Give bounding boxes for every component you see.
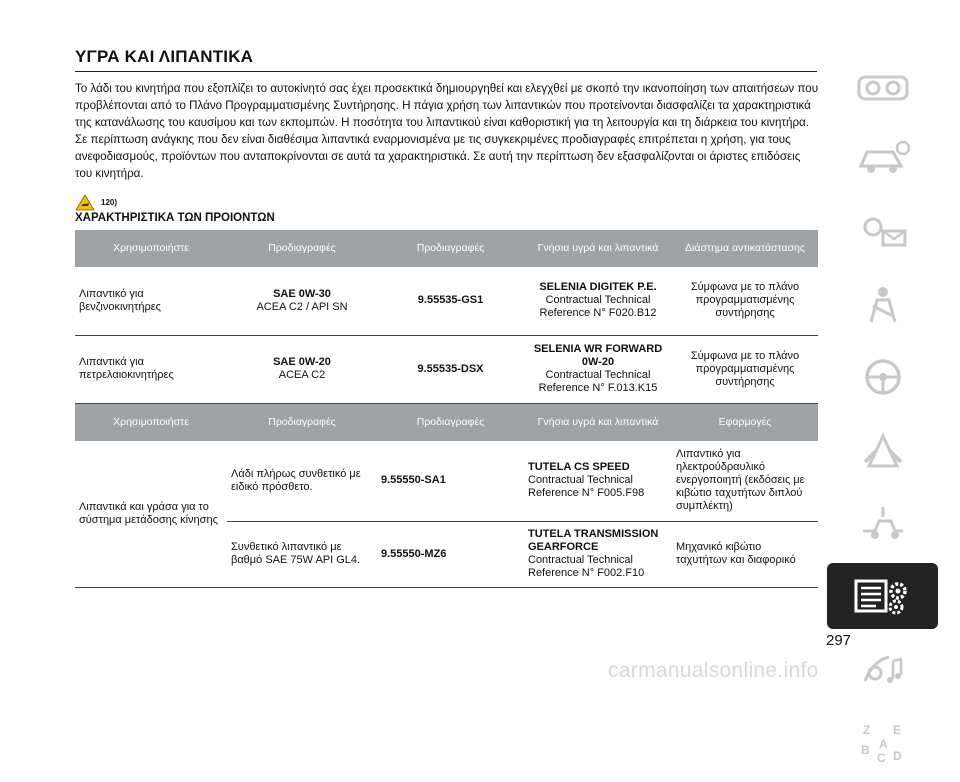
- product-ref-line1: Contractual Technical: [528, 554, 633, 566]
- svg-text:E: E: [892, 723, 901, 737]
- technical-data-icon: [848, 573, 918, 619]
- car-dashboard-icon: [853, 63, 913, 107]
- header-genuine-fluids: Γνήσια υγρά και λιπαντικά: [524, 404, 672, 441]
- header-applications: Εφαρμογές: [672, 404, 818, 441]
- application-cell: Μηχανικό κιβώτιο ταχυτήτων και διαφορικό: [672, 521, 818, 587]
- tab-safety[interactable]: [827, 271, 938, 337]
- interval-cell: Σύμφωνα με το πλάνο προγραμματισμένης συντήρησης: [672, 335, 818, 403]
- table-header-row: [75, 404, 818, 441]
- paragraph-1: Το λάδι του κινητήρα που εξοπλίζει το αυτοκίνητό σας έχει προσεκτικά δημιουργηθεί και ελεγχθεί με σκοπό την ικανοποίηση των απαιτήσεων που προβλέπονται από το Πλάνο Προγραμματισμένης Συντήρησης. Η πάγια χρήση των λιπαντικών που προτείνονται διασφαλίζει τα χαρακτηριστικά της κατανάλωσης του καυσίμου και των εκπομπών. Η ποσότητα του λιπαντικού είναι καθοριστική για τη λειτουργία και τη διάρκεια του κινητήρα.: [75, 82, 819, 129]
- application-cell: Λιπαντικό για ηλεκτρούδραυλικό ενεργοποιητή (εκδόσεις με κιβώτιο ταχυτήτων διπλού συμπλέκτη): [672, 441, 818, 521]
- svg-text:B: B: [860, 743, 870, 757]
- warning-note: [75, 194, 117, 211]
- watermark: carmanualsonline.info: [608, 659, 819, 682]
- lights-warning-icon: [853, 209, 913, 253]
- tab-technical-data[interactable]: [827, 563, 938, 629]
- tab-index[interactable]: [827, 709, 938, 775]
- header-use: Χρησιμοποιήστε: [75, 230, 227, 267]
- code-cell: 9.55550-SA1: [377, 441, 524, 521]
- chapter-tabs: [827, 52, 938, 782]
- use-cell: Λιπαντικά για πετρελαιοκινητήρες: [75, 335, 227, 403]
- product-ref-line2: Reference N° F.013.K15: [538, 382, 658, 394]
- section-title: ΧΑΡΑΚΤΗΡΙΣΤΙΚΑ ΤΩΝ ΠΡΟΙΟΝΤΩΝ: [75, 212, 275, 224]
- svg-text:C: C: [876, 751, 886, 764]
- index-alphabet-icon: [853, 720, 913, 764]
- svg-text:Z: Z: [862, 723, 870, 737]
- intro-text: [75, 80, 819, 182]
- product-cell: [524, 267, 672, 335]
- oil-warning-icon: [75, 194, 95, 211]
- tab-driving[interactable]: [827, 344, 938, 410]
- use-cell: Λιπαντικά και γράσα για το σύστημα μετάδοσης κίνησης: [75, 441, 227, 587]
- product-ref-line2: Reference N° F005.F98: [528, 487, 645, 500]
- warning-reference: 120): [101, 198, 118, 207]
- tab-lights-warnings[interactable]: [827, 198, 938, 264]
- product-cell: [524, 441, 672, 521]
- product-cell: [524, 335, 672, 403]
- product-ref-line1: Contractual Technical: [545, 294, 651, 307]
- product-ref-line1: Contractual Technical: [545, 369, 651, 381]
- svg-text:A: A: [878, 737, 888, 751]
- multimedia-icon: [853, 647, 913, 691]
- use-cell: Λιπαντικό για βενζινοκινητήρες: [75, 267, 227, 335]
- airbag-safety-icon: [853, 282, 913, 326]
- header-genuine-fluids: Γνήσια υγρά και λιπαντικά: [524, 230, 672, 267]
- tab-dashboard[interactable]: [827, 52, 938, 118]
- spec-norm: ACEA C2: [278, 369, 326, 381]
- spec-grade: SAE 0W-30: [273, 287, 331, 300]
- spec-grade: SAE 0W-20: [273, 356, 331, 368]
- service-maintenance-icon: [853, 501, 913, 545]
- steering-driving-icon: [853, 355, 913, 399]
- code-cell: 9.55535-GS1: [377, 267, 524, 335]
- header-interval: Διάστημα αντικατάστασης: [672, 230, 818, 267]
- table-row: [75, 267, 818, 335]
- tab-car-info[interactable]: [827, 125, 938, 191]
- page-number: 297: [826, 632, 852, 649]
- code-cell: 9.55550-MZ6: [377, 521, 524, 587]
- tools-emergency-icon: [853, 428, 913, 472]
- product-ref-line2: Reference N° F002.F10: [528, 567, 645, 579]
- transmission-lubricant-table: [75, 404, 818, 588]
- spec-cell: Συνθετικό λιπαντικό με βαθμό SAE 75W API GL4.: [227, 521, 377, 587]
- car-info-icon: [853, 136, 913, 180]
- product-name: TUTELA TRANSMISSION GEARFORCE: [528, 528, 659, 553]
- product-cell: [524, 521, 672, 587]
- page-title: ΥΓΡΑ ΚΑΙ ΛΙΠΑΝΤΙΚΑ: [75, 47, 254, 66]
- table-row: [75, 335, 818, 403]
- header-spec-code: Προδιαγραφές: [377, 404, 524, 441]
- table-row: [75, 441, 818, 521]
- tab-service[interactable]: [827, 490, 938, 556]
- spec-cell: Λάδι πλήρως συνθετικό με ειδικό πρόσθετο.: [227, 441, 377, 521]
- engine-oil-table: [75, 230, 818, 404]
- header-use: Χρησιμοποιήστε: [75, 404, 227, 441]
- svg-text:D: D: [892, 749, 902, 763]
- product-ref-line1: Contractual Technical: [528, 474, 633, 487]
- product-ref-line2: Reference N° F020.B12: [539, 307, 657, 320]
- product-name: SELENIA WR FORWARD 0W-20: [533, 343, 663, 368]
- spec-cell: [227, 335, 377, 403]
- spec-norm: ACEA C2 / API SN: [256, 300, 348, 313]
- product-name: SELENIA DIGITEK P.E.: [539, 281, 657, 294]
- tab-emergency[interactable]: [827, 417, 938, 483]
- paragraph-2: Σε περίπτωση ανάγκης που δεν είναι διαθέσιμα λιπαντικά εναρμονισμένα με τις συγκεκριμένες προδιαγραφές επιτρέπεται η χρήση, για τους ανεφοδιασμούς, προϊόντων που ανταποκρίνονται σε αυτά τα χαρακτηριστικά. Σε αυτή την περίπτωση δεν εξασφαλίζονται οι άριστες επιδόσεις του κινητήρα.: [75, 133, 801, 180]
- spec-cell: [227, 267, 377, 335]
- title-divider: [75, 71, 817, 72]
- code-cell: 9.55535-DSX: [377, 335, 524, 403]
- header-spec: Προδιαγραφές: [227, 404, 377, 441]
- header-spec-code: Προδιαγραφές: [377, 230, 524, 267]
- product-name: TUTELA CS SPEED: [528, 461, 630, 474]
- header-spec: Προδιαγραφές: [227, 230, 377, 267]
- interval-cell: Σύμφωνα με το πλάνο προγραμματισμένης συντήρησης: [672, 267, 818, 335]
- table-header-row: [75, 230, 818, 267]
